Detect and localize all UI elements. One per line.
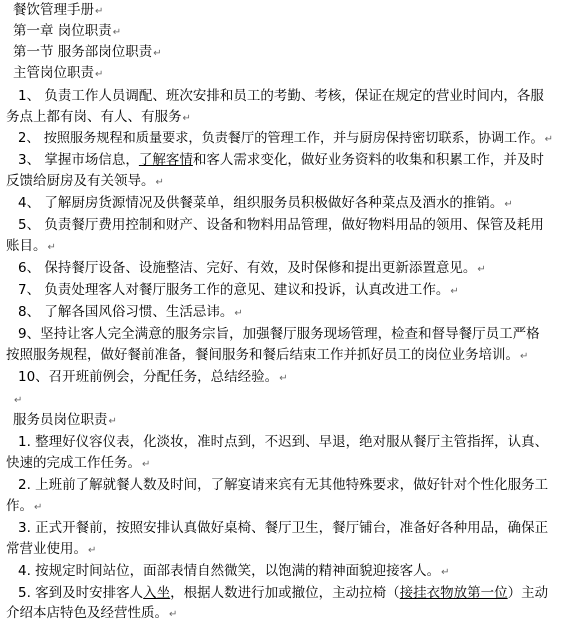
list-item (18, 302, 559, 322)
list-item-text: 7、 负责处理客人对餐厅服务工作的意见、建议和投诉，认真改进工作。 (18, 282, 450, 298)
list-item-text: 10、召开班前例会，分配任务，总结经验。 (18, 369, 279, 385)
list-item-text: 8、 了解各国风俗习惯、生活忌讳。 (18, 304, 234, 320)
underlined-text: 入坐 (143, 585, 171, 601)
supervisor-heading-text: 主管岗位职责 (13, 65, 94, 81)
list-item-continuation (6, 496, 559, 516)
underlined-text: 了解客情 (138, 152, 193, 168)
list-item-text: 9、坚持让客人完全满意的服务宗旨，加强餐厅服务现场管理，检查和督导餐厅员工严格 (18, 326, 540, 342)
list-item-text: 1、 负责工作人员调配、班次安排和员工的考勤、考核，保证在规定的营业时间内，各服 (18, 88, 544, 104)
paragraph-mark-icon: ↵ (279, 373, 288, 384)
waiter-heading-text: 服务员岗位职责 (13, 412, 108, 428)
section-heading (13, 42, 559, 62)
doc-title (13, 0, 559, 20)
paragraph-mark-icon: ↵ (504, 199, 513, 210)
list-item-continuation (6, 453, 559, 473)
list-item-text: 2. 上班前了解就餐人数及时间，了解宴请来宾有无其他特殊要求，做好针对个性化服务工 (18, 477, 549, 493)
list-item-text: 3. 正式开餐前，按照安排认真做好桌椅、餐厅卫生，餐厅铺台，准备好各种用品，确保正 (18, 520, 549, 536)
list-item-text: ）主动 (507, 585, 549, 601)
list-item-text: 和客人需求变化，做好业务资料的收集和积累工作，并及时 (192, 152, 544, 168)
paragraph-mark-icon: ↵ (182, 113, 191, 124)
empty-paragraph (13, 389, 559, 409)
paragraph-mark-icon: ↵ (95, 6, 104, 17)
list-item-continuation (6, 345, 559, 365)
paragraph-mark-icon: ↵ (142, 459, 151, 470)
paragraph-mark-icon: ↵ (477, 264, 486, 275)
list-item (18, 583, 559, 603)
list-item-text: 务点上都有岗、有人、有服务 (6, 109, 182, 125)
paragraph-mark-icon: ↵ (234, 308, 243, 319)
list-item-continuation (6, 539, 559, 559)
list-item-text: 3、 掌握市场信息， (18, 152, 139, 168)
list-item (18, 432, 559, 452)
list-item (18, 280, 559, 300)
paragraph-mark-icon: ↵ (88, 545, 97, 556)
paragraph-mark-icon: ↵ (14, 395, 23, 406)
list-item-continuation (6, 107, 559, 127)
list-item-text: 4. 按规定时间站位，面部表情自然微笑，以饱满的精神面貌迎接客人。 (18, 563, 441, 579)
list-item-text: 按照服务规程，做好餐前准备，餐间服务和餐后结束工作并抓好员工的岗位业务培训。 (6, 347, 519, 363)
paragraph-mark-icon: ↵ (450, 286, 459, 297)
list-item-continuation (6, 171, 559, 191)
list-item (18, 129, 559, 149)
list-item (18, 518, 559, 538)
paragraph-mark-icon: ↵ (108, 416, 117, 427)
chapter-heading (13, 21, 559, 41)
paragraph-mark-icon: ↵ (34, 502, 43, 513)
chapter-heading-text: 第一章 岗位职责 (13, 23, 112, 39)
list-item-text: 反馈给厨房及有关领导。 (6, 173, 155, 189)
list-item (18, 367, 559, 387)
paragraph-mark-icon: ↵ (95, 69, 104, 80)
section-heading-text: 第一节 服务部岗位职责 (13, 44, 153, 60)
list-item-text: ，根据人数进行加或撤位，主动拉椅（ (170, 585, 400, 601)
waiter-heading (13, 410, 559, 430)
list-item (18, 86, 559, 106)
list-item-text: 作。 (6, 498, 33, 514)
list-item (18, 475, 559, 495)
doc-title-text: 餐饮管理手册 (13, 2, 94, 18)
list-item-text: 5、 负责餐厅费用控制和财产、设备和物料用品管理，做好物料用品的领用、保管及耗用 (18, 217, 544, 233)
list-item (18, 258, 559, 278)
paragraph-mark-icon: ↵ (112, 27, 122, 38)
list-item-text: 1. 整理好仪容仪表，化淡妆，准时点到，不迟到、早退，绝对服从餐厅主管指挥，认真、 (18, 434, 549, 450)
list-item-text: 6、 保持餐厅设备、设施整洁、完好、有效，及时保修和提出更新添置意见。 (18, 260, 477, 276)
paragraph-mark-icon: ↵ (441, 567, 450, 578)
paragraph-mark-icon: ↵ (155, 177, 164, 188)
list-item-text: 4、 了解厨房货源情况及供餐菜单，组织服务员积极做好各种菜点及酒水的推销。 (18, 195, 504, 211)
list-item-text: 介绍本店特色及经营性质。 (6, 605, 168, 621)
underlined-text: 接挂衣物放第一位 (399, 585, 508, 601)
paragraph-mark-icon: ↵ (47, 242, 56, 253)
list-item (18, 150, 559, 170)
list-item-continuation (6, 603, 559, 621)
list-item-text: 账目。 (6, 238, 47, 254)
paragraph-mark-icon: ↵ (153, 48, 162, 59)
list-item-text: 2、 按照服务规程和质量要求，负责餐厅的管理工作，并与厨房保持密切联系，协调工作。 (18, 131, 544, 146)
list-item (18, 215, 559, 235)
list-item (18, 193, 559, 213)
list-item-text: 5. 客到及时安排客人 (18, 585, 144, 601)
supervisor-heading (13, 63, 559, 83)
paragraph-mark-icon: ↵ (169, 609, 178, 620)
list-item-text: 快速的完成工作任务。 (6, 455, 141, 471)
list-item (18, 324, 559, 344)
paragraph-mark-icon: ↵ (520, 351, 529, 362)
list-item (18, 561, 559, 581)
list-item-continuation (6, 236, 559, 256)
list-item-text: 常营业使用。 (6, 541, 87, 557)
paragraph-mark-icon: ↵ (544, 134, 554, 145)
